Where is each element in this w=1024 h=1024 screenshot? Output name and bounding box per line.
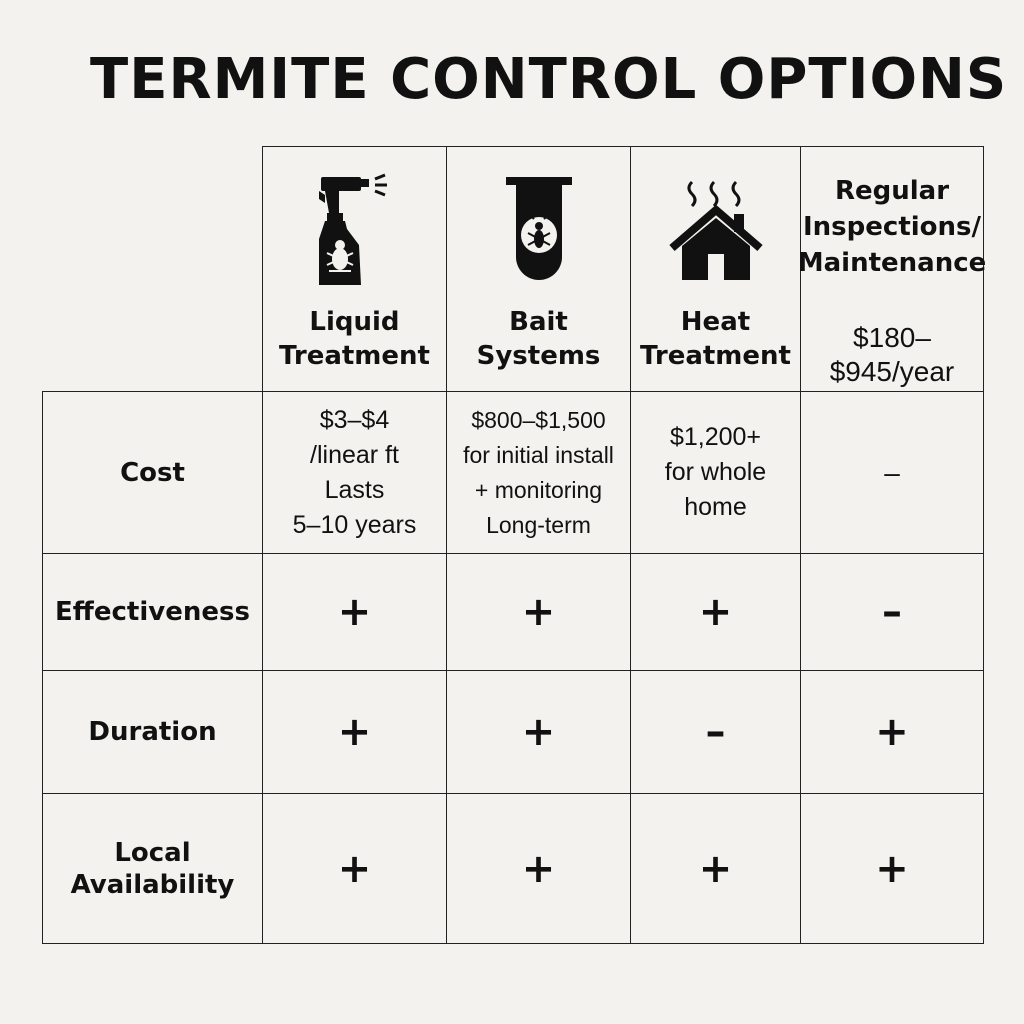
cell-value: $800–$1,500 for initial install + monitoring Long-term	[463, 406, 614, 538]
column-label: Heat Treatment	[640, 307, 791, 371]
page-title: TERMITE CONTROL OPTIONS	[90, 47, 1008, 112]
cell-duration-liquid	[262, 670, 447, 794]
row-header-duration	[42, 670, 263, 794]
column-label: Regular Inspections/ Maintenance	[797, 176, 987, 278]
inspection-price: $180– $945/year	[829, 322, 955, 387]
row-label: Local Availability	[70, 837, 235, 900]
rating-symbol: –	[882, 589, 902, 635]
cell-value: $3–$4 /linear ft Lasts 5–10 years	[292, 405, 417, 539]
row-header-effectiveness	[42, 553, 263, 671]
cell-effectiveness-heat	[630, 553, 801, 671]
rating-symbol: +	[521, 845, 556, 892]
cell-cost-heat	[630, 391, 801, 554]
rating-symbol: +	[337, 845, 372, 892]
cell-availability-liquid	[262, 793, 447, 944]
cell-availability-heat	[630, 793, 801, 944]
column-label: Liquid Treatment	[279, 307, 430, 371]
cell-effectiveness-inspections	[800, 553, 984, 671]
column-header-regular-inspections	[797, 146, 987, 392]
rating-symbol: +	[698, 589, 733, 635]
comparison-table	[42, 146, 987, 944]
rating-symbol: +	[875, 845, 909, 892]
rating-symbol: +	[337, 589, 372, 635]
cell-cost-liquid	[262, 391, 447, 554]
row-label: Cost	[120, 457, 185, 488]
row-label: Effectiveness	[55, 597, 250, 627]
cell-availability-bait	[446, 793, 631, 944]
spray-bottle-icon	[315, 171, 395, 291]
rating-symbol: +	[698, 845, 733, 892]
column-header-liquid-treatment	[262, 146, 447, 392]
row-header-local-availability	[42, 793, 263, 944]
cell-availability-inspections	[800, 793, 984, 944]
cell-value: $1,200+ for whole home	[664, 423, 767, 521]
corner-cell	[42, 146, 262, 391]
cell-value: –	[884, 457, 900, 488]
cell-duration-heat	[630, 670, 801, 794]
row-header-cost	[42, 391, 263, 554]
rating-symbol: +	[337, 709, 372, 755]
column-header-heat-treatment	[630, 146, 801, 392]
cell-effectiveness-liquid	[262, 553, 447, 671]
column-label: Bait Systems	[476, 307, 601, 371]
column-header-bait-systems	[446, 146, 631, 392]
rating-symbol: –	[705, 709, 726, 755]
cell-duration-bait	[446, 670, 631, 794]
bait-station-icon	[504, 171, 574, 291]
cell-cost-bait	[446, 391, 631, 554]
heated-house-icon	[668, 171, 764, 291]
cell-effectiveness-bait	[446, 553, 631, 671]
row-label: Duration	[88, 717, 217, 747]
rating-symbol: +	[875, 709, 909, 755]
cell-duration-inspections	[800, 670, 984, 794]
cell-cost-inspections	[800, 391, 984, 554]
rating-symbol: +	[521, 709, 556, 755]
rating-symbol: +	[521, 589, 556, 635]
